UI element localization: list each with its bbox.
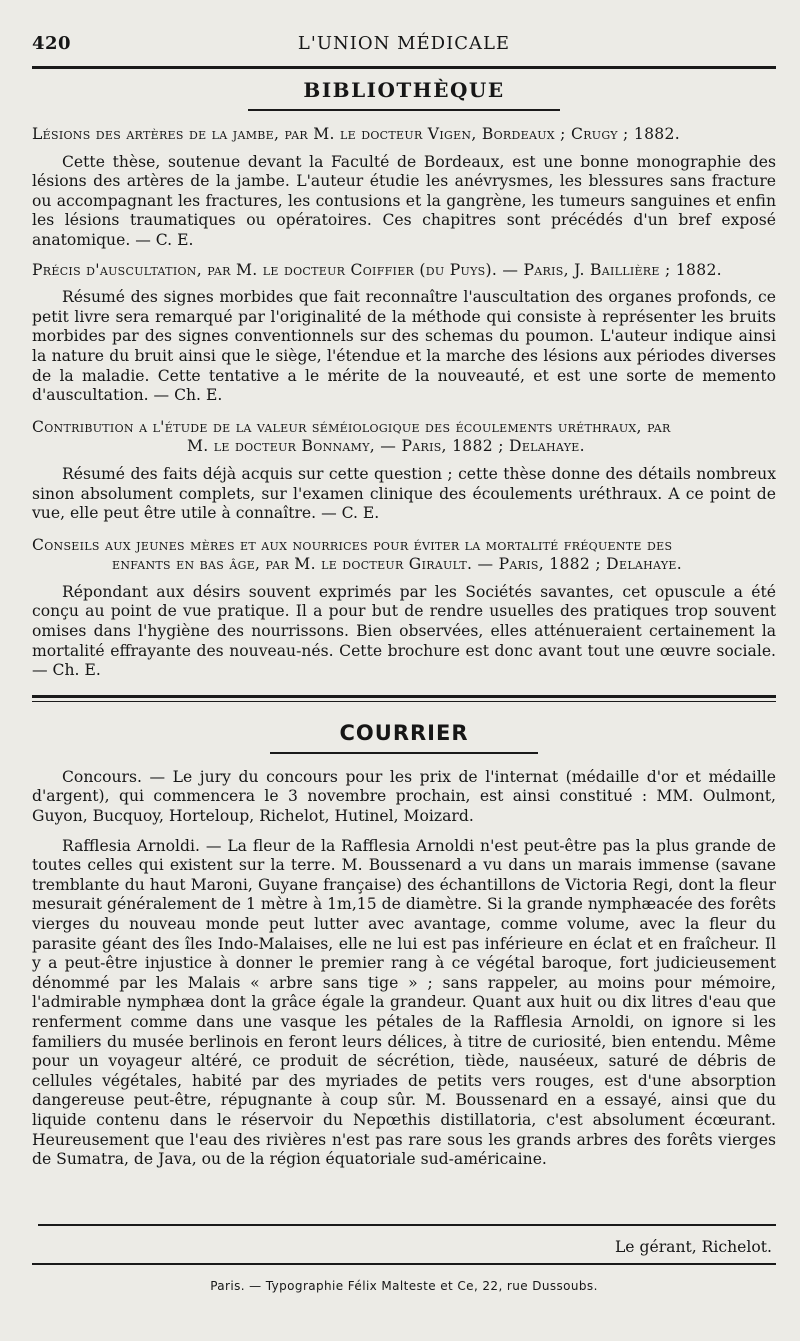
- review-body: Résumé des signes morbides que fait reconnaître l'auscultation des organes profonds, ce petit livre sera remarqué par l'originalité de la méthode qui consiste à représenter les bruits morbides par des signes conventionnels sur des schemas du poumon. L'auteur indique ainsi la nature du bruit ainsi que le siège, l'étendue et la marche des lésions aux périodes diverses de la maladie. Cette tentative a le mérite de la nouveauté, et est une sorte de memento d'auscultation. — Ch. E.: [32, 288, 776, 405]
- review-heading: [32, 418, 776, 457]
- printer-imprint: Paris. — Typographie Félix Malteste et Ce, 22, rue Dussoubs.: [210, 1279, 598, 1294]
- review-heading-line: Conseils aux jeunes mères et aux nourrices pour éviter la mortalité fréquente des: [32, 535, 673, 554]
- review-heading: [32, 536, 776, 575]
- title-rule: [270, 752, 538, 754]
- footer-rule: [38, 1224, 776, 1226]
- header-rule: [32, 66, 776, 69]
- imprint-rule: [32, 1263, 776, 1265]
- review-heading: Lésions des artères de la jambe, par M. le docteur Vigen, Bordeaux ; Crugy ; 1882.: [32, 125, 681, 143]
- review-heading-line: Contribution a l'étude de la valeur séméiologique des écoulements uréthraux, par: [32, 417, 671, 436]
- review-body: Répondant aux désirs souvent exprimés par les Sociétés savantes, cet opuscule a été conçu au point de vue pratique. Il a pour but de rendre usuelles des pratiques trop souvent omises dans l'hygiène des nourrissons. Bien observées, elles atténueraient certainement la mortalité effrayante des nouveau-nés. Cette brochure est donc avant tout une œuvre sociale. — Ch. E.: [32, 582, 776, 680]
- journal-title: L'UNION MÉDICALE: [297, 33, 511, 54]
- review-heading-line: enfants en bas âge, par M. le docteur Girault. — Paris, 1882 ; Delahaye.: [112, 555, 683, 574]
- page-number: 420: [32, 33, 72, 54]
- review-heading: Précis d'auscultation, par M. le docteur Coiffier (du Puys). — Paris, J. Baillière ; 1882.: [32, 260, 722, 279]
- review-body: Cette thèse, soutenue devant la Faculté de Bordeaux, est une bonne monographie des lésions des artères de la jambe. L'auteur étudie les anévrysmes, les blessures sans fracture ou accompagnant les fractures, les contusions et la gangrène, les tumeurs sanguines et enfin les lésions traumatiques ou opératoires. Ces chapitres sont précédés d'un bref exposé anatomique. — C. E.: [32, 152, 776, 249]
- review-body: Résumé des faits déjà acquis sur cette question ; cette thèse donne des détails nombreux sinon absolument complets, sur l'examen clinique des écoulements uréthraux. A ce point de vue, elle peut être utile à connaître. — C. E.: [32, 464, 776, 523]
- review-heading-line: M. le docteur Bonnamy, — Paris, 1882 ; Delahaye.: [187, 437, 585, 456]
- signature: Le gérant, Richelot.: [614, 1237, 772, 1256]
- section-title-courrier: COURRIER: [339, 720, 469, 745]
- running-head: [32, 30, 776, 64]
- news-item-rafflesia: Rafflesia Arnoldi. — La fleur de la Rafflesia Arnoldi n'est peut-être pas la plus grande de toutes celles qui existent sur la terre. M. Boussenard a vu dans un marais immense (savane tremblante du haut Maroni, Guyane française) des échantillons de Victoria Regi, dont la fleur mesurait généralement de 1 mètre à 1m,15 de diamètre. Si la grande nymphæacée des forêts vierges du nouveau monde peut lutter avec avantage, comme volume, avec la fleur du parasite géant des îles Indo-Malaises, elle ne lui est pas inférieure en éclat et en fraîcheur. Il y a peut-être injustice à donner le premier rang à ce végétal baroque, fort judicieusement dénommé par les Malais « arbre sans tige » ; sans rappeler, au moins pour mémoire, l'admirable nymphæa dont la grâce égale la grandeur. Quant aux huit ou dix litres d'eau que renferment comme dans une vasque les pétales de la Rafflesia Arnoldi, on ignore si les familiers du musée berlinois en feront leurs délices, à titre de curiosité, bien entendu. Même pour un voyageur altéré, ce produit de sécrétion, tiède, nauséeux, saturé de débris de cellules végétales, habité par des myriades de petits vers rouges, est d'une absorption dangereuse peut-être, répugnante à coup sûr. M. Boussenard en a essayé, ainsi que du liquide contenu dans le réservoir du Nepœthis distillatoria, c'est absolument écœurant. Heureusement que l'eau des rivières n'est pas rare sous les grands arbres des forêts vierges de Sumatra, de Java, ou de la région équatoriale sud-américaine.: [32, 836, 776, 1169]
- section-divider: [32, 695, 776, 702]
- news-item-concours: Concours. — Le jury du concours pour les prix de l'internat (médaille d'or et médaille d'argent), qui commencera le 3 novembre prochain, est ainsi constitué : MM. Oulmont, Guyon, Bucquoy, Horteloup, Richelot, Hutinel, Moizard.: [32, 767, 776, 826]
- section-title-bibliotheque: BIBLIOTHÈQUE: [303, 78, 505, 102]
- title-rule: [248, 109, 560, 111]
